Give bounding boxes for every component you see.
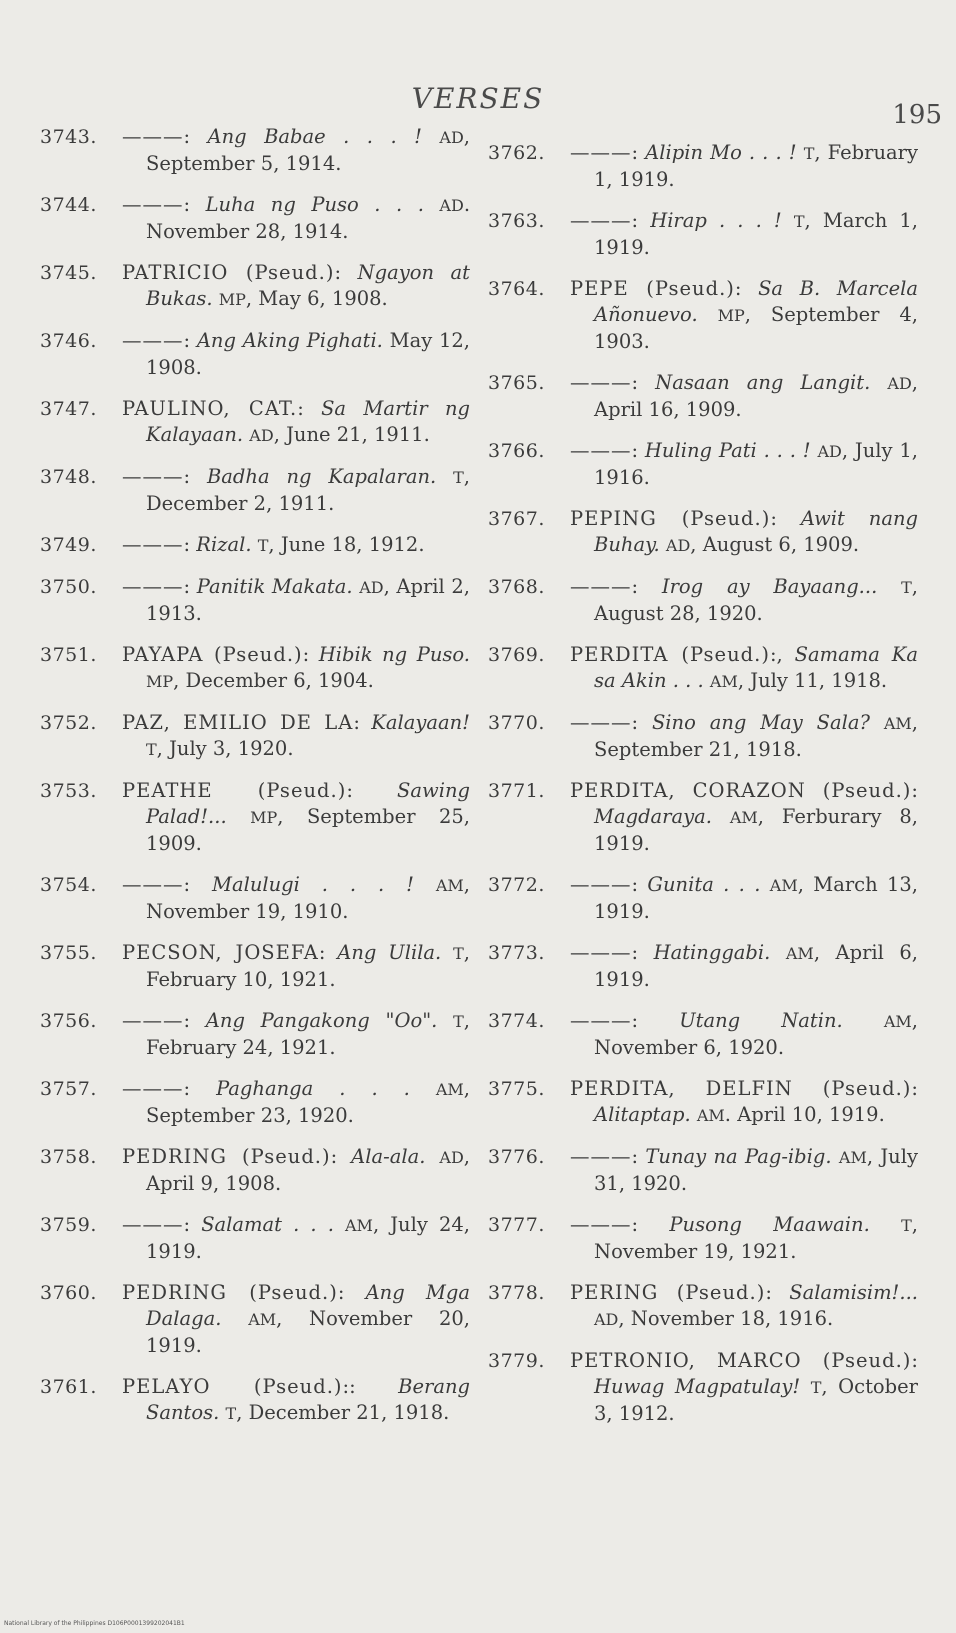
entry-source: T — [146, 740, 157, 759]
entry-separator: : — [337, 1281, 366, 1304]
entry-author: ——— — [570, 1009, 632, 1032]
entry-title: Samama Ka sa Akin . . . — [594, 643, 919, 692]
entry-author: ——— — [122, 1009, 184, 1032]
bibliography-entry — [488, 872, 918, 925]
entry-separator: : — [183, 533, 197, 556]
entry-source: MP — [250, 808, 278, 827]
entry-date: , November 6, 1920. — [594, 1009, 918, 1059]
entry-number: 3744. — [40, 194, 97, 216]
entry-number: 3767. — [488, 508, 545, 530]
bibliography-entry — [488, 642, 918, 695]
right-column — [488, 140, 918, 1442]
entry-date: May 12, 1908. — [146, 329, 470, 379]
entry-date: , May 6, 1908. — [245, 287, 388, 310]
entry-author: PELAYO (Pseud.) — [122, 1375, 343, 1398]
entry-author: PERDITA (Pseud.) — [570, 643, 770, 666]
entry-date: , March 13, 1919. — [594, 873, 918, 923]
entry-source: AM — [709, 672, 738, 691]
bibliography-entry — [40, 1280, 470, 1359]
entry-number: 3756. — [40, 1010, 97, 1032]
entry-source: AD — [817, 442, 842, 461]
page-number: 195 — [892, 100, 942, 130]
bibliography-entry — [40, 710, 470, 763]
bibliography-entry — [488, 1008, 918, 1061]
entry-date: , April 6, 1919. — [594, 941, 918, 991]
entry-number: 3749. — [40, 534, 97, 556]
entry-title: Ang Babae . . . ! — [207, 125, 422, 148]
entry-author: ——— — [122, 873, 184, 896]
entry-separator: : — [770, 507, 801, 530]
entry-author: ——— — [570, 941, 632, 964]
entry-number: 3754. — [40, 874, 97, 896]
bibliography-entry — [40, 574, 470, 627]
entry-number: 3746. — [40, 330, 97, 352]
entry-number: 3760. — [40, 1282, 97, 1304]
entry-author: ——— — [122, 533, 184, 556]
entry-title: Irog ay Bayaang... — [661, 575, 878, 598]
bibliography-entry — [40, 532, 470, 559]
entry-author: ——— — [570, 1145, 632, 1168]
bibliography-entry — [488, 370, 918, 423]
entry-author: PATRICIO (Pseud.) — [122, 261, 335, 284]
entry-author: PAYAPA (Pseud.) — [122, 643, 303, 666]
entry-number: 3776. — [488, 1146, 545, 1168]
entry-title: Kalayaan! — [371, 711, 470, 734]
entry-separator: : — [911, 779, 918, 802]
entry-title: Sawing Palad!... — [146, 779, 470, 828]
bibliography-entry — [40, 124, 470, 177]
entry-separator: : — [183, 1213, 202, 1236]
entry-source: AM — [883, 1012, 912, 1031]
entry-title: Hirap . . . ! — [650, 209, 782, 232]
entry-author: ——— — [122, 575, 184, 598]
entry-number: 3763. — [488, 210, 545, 232]
entry-source: AM — [248, 1310, 277, 1329]
entry-author: ——— — [570, 141, 632, 164]
entry-date: , April 2, 1913. — [146, 575, 470, 625]
entry-date: , December 2, 1911. — [146, 465, 470, 515]
entry-source: T — [901, 578, 912, 597]
entry-author: ——— — [122, 1213, 184, 1236]
entry-source: T — [453, 468, 464, 487]
bibliography-entry — [40, 1144, 470, 1197]
entry-author: PEDRING (Pseud.) — [122, 1145, 331, 1168]
bibliography-entry — [40, 778, 470, 857]
entry-source: AD — [594, 1310, 619, 1329]
entry-author: PETRONIO, MARCO (Pseud.) — [570, 1349, 912, 1372]
entry-separator: : — [911, 1349, 918, 1372]
entry-author: ——— — [570, 439, 632, 462]
entry-author: ——— — [570, 1213, 632, 1236]
entry-date: , June 18, 1912. — [268, 533, 425, 556]
bibliography-entry — [40, 192, 470, 245]
entry-author: ——— — [570, 873, 632, 896]
entry-number: 3755. — [40, 942, 97, 964]
entry-source: MP — [218, 290, 246, 309]
entry-source: AD — [439, 196, 464, 215]
entry-number: 3761. — [40, 1376, 97, 1398]
entry-author: ——— — [122, 465, 184, 488]
bibliography-entry — [488, 778, 918, 857]
entry-source: AM — [435, 876, 464, 895]
entry-source: T — [453, 944, 464, 963]
entry-source: T — [453, 1012, 464, 1031]
entry-title: Magdaraya. — [594, 805, 712, 828]
entry-source: T — [810, 1378, 822, 1397]
entry-date: , September 5, 1914. — [146, 125, 470, 175]
bibliography-entry — [40, 872, 470, 925]
entry-separator: : — [183, 575, 197, 598]
entry-title: Salamisim!... — [789, 1281, 918, 1304]
entry-separator: : — [346, 779, 398, 802]
entry-date: , August 28, 1920. — [594, 575, 918, 625]
entry-separator: : — [318, 941, 338, 964]
entry-title: Hatinggabi. — [653, 941, 771, 964]
entry-source: MP — [717, 306, 745, 325]
entry-number: 3762. — [488, 142, 545, 164]
entry-date: , July 3, 1920. — [156, 737, 294, 760]
bibliography-entry — [40, 464, 470, 517]
entry-title: Alitaptap. — [594, 1103, 691, 1126]
entry-title: Ngayon at Bukas. — [146, 261, 470, 310]
entry-date: , July 1, 1916. — [594, 439, 918, 489]
entry-number: 3745. — [40, 262, 97, 284]
entry-source: T — [225, 1404, 237, 1423]
entry-title: Luha ng Puso . . . — [205, 193, 424, 216]
entry-number: 3768. — [488, 576, 545, 598]
entry-separator: : — [631, 141, 646, 164]
entry-author: PERDITA, CORAZON (Pseud.) — [570, 779, 912, 802]
entry-number: 3779. — [488, 1350, 545, 1372]
bibliography-entry — [488, 1144, 918, 1197]
entry-title: Tunay na Pag-ibig. — [645, 1145, 832, 1168]
bibliography-entry — [40, 260, 470, 313]
bibliography-entry — [488, 1076, 918, 1129]
entry-separator: : — [297, 397, 322, 420]
entry-date: . April 10, 1919. — [724, 1103, 885, 1126]
entry-separator: : — [911, 1077, 918, 1100]
entry-number: 3743. — [40, 126, 97, 148]
entry-title: Paghanga . . . — [216, 1077, 410, 1100]
entry-author: PEPING (Pseud.) — [570, 507, 771, 530]
entry-date: , April 16, 1909. — [594, 371, 918, 421]
entry-author: ——— — [122, 193, 184, 216]
entry-date: , June 21, 1911. — [273, 423, 430, 446]
entry-source: AM — [435, 1080, 464, 1099]
scan-credit: National Library of the Philippines D106P0001399202041B1 — [4, 1620, 185, 1627]
entry-source: T — [803, 144, 815, 163]
bibliography-entry — [488, 1280, 918, 1333]
entry-source: AD — [439, 128, 464, 147]
entry-title: Badha ng Kapalaran. — [206, 465, 437, 488]
bibliography-entry — [40, 1008, 470, 1061]
entry-number: 3765. — [488, 372, 545, 394]
entry-separator: : — [183, 1009, 206, 1032]
bibliography-entry — [488, 1212, 918, 1265]
entry-date: , November 19, 1921. — [594, 1213, 918, 1263]
entry-source: AM — [345, 1216, 373, 1235]
entry-title: Awit nang Buhay. — [594, 507, 918, 556]
bibliography-entry — [40, 1076, 470, 1129]
entry-author: ——— — [570, 711, 632, 734]
entry-source: AD — [359, 578, 384, 597]
entry-date: , July 24, 1919. — [146, 1213, 470, 1263]
entry-title: Ang Pangakong "Oo". — [205, 1009, 438, 1032]
entry-number: 3748. — [40, 466, 97, 488]
bibliography-entry — [40, 642, 470, 695]
bibliography-entry — [488, 710, 918, 763]
entry-source: AD — [439, 1148, 464, 1167]
entry-number: 3758. — [40, 1146, 97, 1168]
entry-date: , November 18, 1916. — [618, 1307, 834, 1330]
entry-date: , February 24, 1921. — [146, 1009, 470, 1059]
entry-author: PEDRING (Pseud.) — [122, 1281, 338, 1304]
entry-number: 3751. — [40, 644, 97, 666]
entry-separator: : — [631, 873, 648, 896]
entry-author: ——— — [570, 575, 632, 598]
entry-separator: : — [631, 941, 654, 964]
entry-number: 3775. — [488, 1078, 545, 1100]
entry-separator: : — [631, 1145, 646, 1168]
bibliography-entry — [40, 1374, 470, 1427]
entry-title: Pusong Maawain. — [669, 1213, 870, 1236]
entry-separator: : — [353, 711, 372, 734]
bibliography-entry — [488, 140, 918, 193]
entry-title: Nasaan ang Langit. — [655, 371, 871, 394]
entry-separator: :, — [769, 643, 795, 666]
entry-title: Ang Mga Dalaga. — [146, 1281, 470, 1330]
entry-number: 3757. — [40, 1078, 97, 1100]
entry-separator: : — [183, 329, 197, 352]
entry-separator: : — [631, 371, 656, 394]
entry-author: PAZ, EMILIO DE LA — [122, 711, 354, 734]
entry-date: , September 21, 1918. — [594, 711, 918, 761]
entry-source: AD — [665, 536, 691, 555]
bibliography-entry — [40, 396, 470, 449]
entry-author: PEPE (Pseud.) — [570, 277, 735, 300]
entry-separator: : — [334, 261, 358, 284]
entry-date: , December 6, 1904. — [173, 669, 374, 692]
entry-title: Sino ang May Sala? — [651, 711, 870, 734]
entry-separator: : — [631, 711, 652, 734]
entry-title: Rizal. — [196, 533, 252, 556]
entry-title: Hibik ng Puso. — [318, 643, 470, 666]
entry-number: 3764. — [488, 278, 545, 300]
entry-number: 3771. — [488, 780, 545, 802]
entry-number: 3770. — [488, 712, 545, 734]
entry-number: 3777. — [488, 1214, 545, 1236]
entry-date: , March 1, 1919. — [594, 209, 918, 259]
entry-number: 3747. — [40, 398, 97, 420]
entry-title: Sa Martir ng Kalayaan. — [146, 397, 470, 446]
entry-source: AM — [785, 944, 814, 963]
entry-separator: : — [183, 465, 207, 488]
left-column — [40, 124, 470, 1442]
entry-source: T — [257, 536, 269, 555]
bibliography-entry — [488, 506, 918, 559]
entry-separator: : — [183, 125, 208, 148]
bibliography-entry — [488, 438, 918, 491]
entry-date: , November 19, 1910. — [146, 873, 470, 923]
entry-author: PAULINO, CAT. — [122, 397, 298, 420]
entry-separator: : — [765, 1281, 790, 1304]
entry-title: Sa B. Marcela Añonuevo. — [594, 277, 918, 326]
entry-number: 3778. — [488, 1282, 545, 1304]
entry-source: AM — [838, 1148, 867, 1167]
entry-title: Ala-ala. — [351, 1145, 426, 1168]
entry-source: AM — [769, 876, 798, 895]
entry-date: , Ferburary 8, 1919. — [594, 805, 918, 855]
entry-number: 3766. — [488, 440, 545, 462]
entry-date: , August 6, 1909. — [690, 533, 860, 556]
bibliography-entry — [488, 1348, 918, 1427]
entry-title: Huling Pati . . . ! — [644, 439, 811, 462]
entry-date: , July 11, 1918. — [737, 669, 888, 692]
entry-source: MP — [146, 672, 174, 691]
entry-author: PEATHE (Pseud.) — [122, 779, 347, 802]
entry-author: PECSON, JOSEFA — [122, 941, 319, 964]
bibliography-entry — [40, 328, 470, 381]
entry-number: 3753. — [40, 780, 97, 802]
entry-separator: : — [631, 439, 645, 462]
entry-title: Gunita . . . — [647, 873, 761, 896]
entry-title: Alipin Mo . . . ! — [645, 141, 797, 164]
entry-author: ——— — [122, 329, 184, 352]
entry-title: Panitik Makata. — [196, 575, 353, 598]
entry-date: , February 1, 1919. — [594, 141, 918, 191]
entry-source: AM — [729, 808, 758, 827]
bibliography-entry — [40, 940, 470, 993]
entry-separator: :: — [342, 1375, 399, 1398]
entry-title: Salamat . . . — [201, 1213, 334, 1236]
bibliography-entry — [488, 574, 918, 627]
entry-separator: : — [183, 873, 212, 896]
entry-author: ——— — [122, 1077, 184, 1100]
entry-title: Malulugi . . . ! — [211, 873, 414, 896]
entry-source: AM — [883, 714, 912, 733]
entry-date: , October 3, 1912. — [594, 1375, 918, 1425]
entry-source: T — [901, 1216, 912, 1235]
bibliography-entry — [40, 1212, 470, 1265]
entry-author: PERDITA, DELFIN (Pseud.) — [570, 1077, 912, 1100]
entry-separator: : — [631, 575, 662, 598]
entry-date: , April 9, 1908. — [146, 1145, 470, 1195]
entry-title: Ang Ulila. — [337, 941, 442, 964]
entry-author: ——— — [570, 371, 632, 394]
entry-number: 3772. — [488, 874, 545, 896]
entry-separator: : — [302, 643, 319, 666]
entry-separator: : — [631, 209, 651, 232]
entry-date: . November 28, 1914. — [146, 193, 471, 243]
entry-author: PERING (Pseud.) — [570, 1281, 766, 1304]
entry-separator: : — [631, 1213, 670, 1236]
entry-separator: : — [330, 1145, 352, 1168]
entry-date: , September 25, 1909. — [146, 805, 471, 855]
entry-source: T — [793, 212, 805, 231]
entry-source: AD — [887, 374, 912, 393]
entry-title: Berang Santos. — [146, 1375, 470, 1424]
entry-source: AM — [696, 1106, 725, 1125]
entry-separator: : — [183, 1077, 217, 1100]
entry-date: , November 20, 1919. — [146, 1307, 470, 1357]
entry-number: 3769. — [488, 644, 545, 666]
entry-date: , September 4, 1903. — [594, 303, 919, 353]
entry-number: 3759. — [40, 1214, 97, 1236]
entry-separator: : — [734, 277, 759, 300]
entry-title: Utang Natin. — [679, 1009, 843, 1032]
running-header: VERSES — [411, 82, 545, 115]
entry-author: ——— — [570, 209, 632, 232]
bibliography-entry — [488, 940, 918, 993]
entry-date: , September 23, 1920. — [146, 1077, 470, 1127]
entry-author: ——— — [122, 125, 184, 148]
entry-separator: : — [631, 1009, 680, 1032]
bibliography-entry — [488, 208, 918, 261]
entry-separator: : — [183, 193, 206, 216]
entry-title: Huwag Magpatulay! — [594, 1375, 801, 1398]
entry-number: 3774. — [488, 1010, 545, 1032]
bibliography-entry — [488, 276, 918, 355]
entry-title: Ang Aking Pighati. — [196, 329, 383, 352]
entry-number: 3750. — [40, 576, 97, 598]
entry-source: AD — [249, 426, 274, 445]
entry-number: 3752. — [40, 712, 97, 734]
entry-date: , February 10, 1921. — [146, 941, 470, 991]
entry-date: , December 21, 1918. — [236, 1401, 450, 1424]
entry-date: , July 31, 1920. — [594, 1145, 918, 1195]
entry-number: 3773. — [488, 942, 545, 964]
